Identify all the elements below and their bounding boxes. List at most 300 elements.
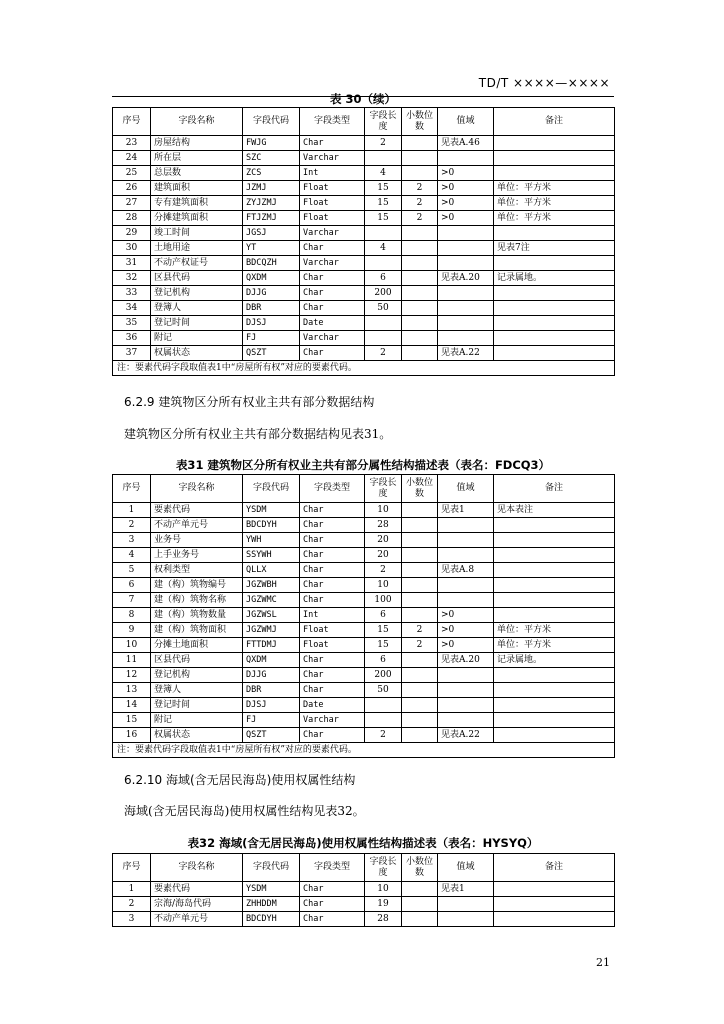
column-header-field-length: 字段长度 — [365, 854, 402, 882]
cell-remark: 单位：平方米 — [494, 181, 615, 196]
cell-field-type: Char — [300, 882, 365, 897]
cell-field-type: Char — [300, 683, 365, 698]
cell-field-type: Int — [300, 166, 365, 181]
cell-field-code: JGZWMJ — [243, 623, 300, 638]
cell-value-domain — [438, 698, 494, 713]
cell-field-length — [365, 316, 402, 331]
cell-remark — [494, 256, 615, 271]
cell-value-domain: >0 — [438, 608, 494, 623]
cell-seq: 26 — [113, 181, 151, 196]
cell-decimals: 2 — [402, 196, 438, 211]
cell-field-name: 宗海/海岛代码 — [151, 897, 243, 912]
cell-remark — [494, 668, 615, 683]
cell-field-name: 专有建筑面积 — [151, 196, 243, 211]
cell-field-name: 不动产单元号 — [151, 518, 243, 533]
table-row — [113, 533, 615, 548]
cell-field-name: 上手业务号 — [151, 548, 243, 563]
cell-field-name: 建（构）筑物名称 — [151, 593, 243, 608]
cell-value-domain: 见表A.8 — [438, 563, 494, 578]
cell-field-name: 建（构）筑物编号 — [151, 578, 243, 593]
cell-remark — [494, 728, 615, 743]
section-text-6-2-9: 建筑物区分所有权业主共有部分数据结构见表31。 — [124, 427, 392, 441]
cell-field-code: JZMJ — [243, 181, 300, 196]
column-header-remark: 备注 — [494, 854, 615, 882]
cell-remark — [494, 563, 615, 578]
cell-field-code: DJJG — [243, 286, 300, 301]
cell-field-type: Char — [300, 668, 365, 683]
cell-decimals — [402, 331, 438, 346]
cell-field-type: Char — [300, 563, 365, 578]
cell-field-code: QSZT — [243, 346, 300, 361]
cell-seq: 5 — [113, 563, 151, 578]
cell-field-length: 2 — [365, 136, 402, 151]
cell-field-length: 15 — [365, 638, 402, 653]
cell-field-type: Char — [300, 241, 365, 256]
table-row — [113, 136, 615, 151]
cell-field-length: 28 — [365, 912, 402, 927]
cell-value-domain — [438, 226, 494, 241]
cell-field-name: 附记 — [151, 331, 243, 346]
cell-remark: 单位：平方米 — [494, 211, 615, 226]
cell-field-name: 土地用途 — [151, 241, 243, 256]
cell-value-domain — [438, 548, 494, 563]
cell-field-name: 业务号 — [151, 533, 243, 548]
cell-field-length: 6 — [365, 608, 402, 623]
cell-field-length: 100 — [365, 593, 402, 608]
cell-decimals — [402, 316, 438, 331]
cell-decimals — [402, 593, 438, 608]
cell-decimals — [402, 503, 438, 518]
cell-decimals — [402, 301, 438, 316]
cell-field-code: JGZWMC — [243, 593, 300, 608]
table30 — [112, 107, 615, 376]
column-header-field-name: 字段名称 — [151, 108, 243, 136]
cell-field-name: 区县代码 — [151, 653, 243, 668]
table-row — [113, 331, 615, 346]
table32-header — [113, 854, 615, 882]
cell-field-type: Char — [300, 518, 365, 533]
cell-field-length — [365, 698, 402, 713]
cell-field-length: 15 — [365, 181, 402, 196]
cell-field-length: 28 — [365, 518, 402, 533]
cell-field-type: Date — [300, 698, 365, 713]
cell-value-domain — [438, 593, 494, 608]
cell-field-code: DJJG — [243, 668, 300, 683]
cell-seq: 2 — [113, 897, 151, 912]
cell-value-domain — [438, 151, 494, 166]
cell-value-domain: 见表A.20 — [438, 653, 494, 668]
table-row — [113, 623, 615, 638]
column-header-decimals: 小数位数 — [402, 854, 438, 882]
table-row — [113, 638, 615, 653]
table-row — [113, 683, 615, 698]
column-header-field-type: 字段类型 — [300, 854, 365, 882]
cell-decimals — [402, 912, 438, 927]
cell-field-length: 10 — [365, 578, 402, 593]
cell-field-length: 15 — [365, 623, 402, 638]
cell-field-type: Char — [300, 346, 365, 361]
table-row — [113, 593, 615, 608]
cell-decimals — [402, 668, 438, 683]
cell-value-domain — [438, 316, 494, 331]
cell-field-length: 15 — [365, 211, 402, 226]
cell-decimals — [402, 728, 438, 743]
cell-remark — [494, 316, 615, 331]
cell-field-type: Char — [300, 578, 365, 593]
cell-seq: 28 — [113, 211, 151, 226]
cell-field-type: Float — [300, 181, 365, 196]
cell-field-type: Char — [300, 301, 365, 316]
cell-field-type: Char — [300, 593, 365, 608]
table-row — [113, 211, 615, 226]
cell-remark — [494, 151, 615, 166]
table-row — [113, 241, 615, 256]
column-header-field-type: 字段类型 — [300, 108, 365, 136]
cell-decimals — [402, 683, 438, 698]
cell-field-code: ZCS — [243, 166, 300, 181]
column-header-remark: 备注 — [494, 475, 615, 503]
cell-value-domain — [438, 912, 494, 927]
cell-field-length: 2 — [365, 728, 402, 743]
table-row — [113, 196, 615, 211]
cell-seq: 29 — [113, 226, 151, 241]
column-header-field-name: 字段名称 — [151, 854, 243, 882]
cell-field-code: FTTDMJ — [243, 638, 300, 653]
cell-field-length: 20 — [365, 548, 402, 563]
cell-decimals: 2 — [402, 623, 438, 638]
cell-field-code: FWJG — [243, 136, 300, 151]
cell-decimals — [402, 533, 438, 548]
cell-field-type: Varchar — [300, 226, 365, 241]
cell-remark: 记录属地。 — [494, 653, 615, 668]
column-header-field-type: 字段类型 — [300, 475, 365, 503]
cell-seq: 33 — [113, 286, 151, 301]
table-row — [113, 286, 615, 301]
cell-field-code: FJ — [243, 713, 300, 728]
cell-value-domain: >0 — [438, 166, 494, 181]
cell-remark — [494, 608, 615, 623]
cell-remark — [494, 331, 615, 346]
cell-field-name: 分摊土地面积 — [151, 638, 243, 653]
cell-seq: 1 — [113, 503, 151, 518]
cell-decimals — [402, 241, 438, 256]
cell-remark — [494, 346, 615, 361]
cell-field-length: 50 — [365, 683, 402, 698]
cell-field-code: BDCDYH — [243, 912, 300, 927]
column-header-field-name: 字段名称 — [151, 475, 243, 503]
table-row — [113, 653, 615, 668]
cell-seq: 3 — [113, 533, 151, 548]
table-row — [113, 181, 615, 196]
cell-seq: 37 — [113, 346, 151, 361]
section-text-6-2-10: 海域(含无居民海岛)使用权属性结构见表32。 — [124, 804, 365, 818]
table-note: 注：要素代码字段取值表1中“房屋所有权”对应的要素代码。 — [113, 361, 615, 376]
cell-seq: 25 — [113, 166, 151, 181]
cell-field-length — [365, 256, 402, 271]
cell-field-length: 10 — [365, 503, 402, 518]
cell-remark — [494, 683, 615, 698]
cell-field-code: SZC — [243, 151, 300, 166]
section-heading-6-2-10: 6.2.10 海域(含无居民海岛)使用权属性结构 — [124, 773, 356, 787]
table-row — [113, 151, 615, 166]
cell-remark — [494, 548, 615, 563]
table-note-row — [113, 743, 615, 758]
cell-field-code: DJSJ — [243, 316, 300, 331]
cell-decimals — [402, 346, 438, 361]
cell-value-domain: >0 — [438, 211, 494, 226]
cell-field-length: 6 — [365, 653, 402, 668]
cell-field-name: 附记 — [151, 713, 243, 728]
cell-field-type: Char — [300, 136, 365, 151]
standard-code: TD/T ××××—×××× — [478, 76, 610, 90]
cell-field-type: Char — [300, 897, 365, 912]
cell-field-length: 50 — [365, 301, 402, 316]
cell-field-code: JGZWBH — [243, 578, 300, 593]
cell-field-name: 所在层 — [151, 151, 243, 166]
table-note: 注：要素代码字段取值表1中“房屋所有权”对应的要素代码。 — [113, 743, 615, 758]
cell-remark — [494, 301, 615, 316]
column-header-field-length: 字段长度 — [365, 108, 402, 136]
table-header-row — [113, 108, 615, 136]
cell-field-name: 登簿人 — [151, 683, 243, 698]
section-heading-6-2-9: 6.2.9 建筑物区分所有权业主共有部分数据结构 — [124, 395, 375, 409]
cell-field-type: Int — [300, 608, 365, 623]
cell-field-name: 登记时间 — [151, 698, 243, 713]
cell-field-name: 不动产单元号 — [151, 912, 243, 927]
column-header-field-length: 字段长度 — [365, 475, 402, 503]
cell-field-code: FJ — [243, 331, 300, 346]
cell-field-type: Char — [300, 728, 365, 743]
cell-seq: 10 — [113, 638, 151, 653]
cell-field-length: 200 — [365, 668, 402, 683]
cell-field-type: Char — [300, 653, 365, 668]
cell-field-length: 6 — [365, 271, 402, 286]
table-row — [113, 897, 615, 912]
cell-field-type: Char — [300, 548, 365, 563]
cell-field-code: YT — [243, 241, 300, 256]
cell-value-domain: 见表1 — [438, 882, 494, 897]
column-header-value-domain: 值域 — [438, 854, 494, 882]
cell-field-name: 区县代码 — [151, 271, 243, 286]
column-header-field-code: 字段代码 — [243, 854, 300, 882]
cell-field-type: Varchar — [300, 256, 365, 271]
column-header-seq: 序号 — [113, 475, 151, 503]
cell-value-domain: >0 — [438, 638, 494, 653]
cell-remark — [494, 286, 615, 301]
cell-field-length — [365, 151, 402, 166]
cell-decimals — [402, 166, 438, 181]
cell-seq: 31 — [113, 256, 151, 271]
cell-decimals — [402, 653, 438, 668]
cell-field-name: 权属状态 — [151, 346, 243, 361]
cell-field-name: 登记机构 — [151, 286, 243, 301]
table-row — [113, 518, 615, 533]
table31-caption: 表31 建筑物区分所有权业主共有部分属性结构描述表（表名：FDCQ3） — [175, 458, 551, 472]
cell-seq: 16 — [113, 728, 151, 743]
cell-decimals — [402, 286, 438, 301]
table-row — [113, 301, 615, 316]
cell-decimals — [402, 563, 438, 578]
cell-field-type: Varchar — [300, 713, 365, 728]
cell-decimals — [402, 698, 438, 713]
table-row — [113, 668, 615, 683]
cell-value-domain: 见表A.46 — [438, 136, 494, 151]
cell-seq: 9 — [113, 623, 151, 638]
column-header-decimals: 小数位数 — [402, 108, 438, 136]
cell-decimals — [402, 578, 438, 593]
cell-decimals — [402, 608, 438, 623]
cell-field-type: Float — [300, 196, 365, 211]
cell-field-code: FTJZMJ — [243, 211, 300, 226]
cell-decimals — [402, 151, 438, 166]
cell-remark: 记录属地。 — [494, 271, 615, 286]
cell-decimals: 2 — [402, 211, 438, 226]
table-row — [113, 882, 615, 897]
cell-field-code: ZHHDDM — [243, 897, 300, 912]
cell-field-length: 10 — [365, 882, 402, 897]
cell-decimals — [402, 548, 438, 563]
cell-field-code: QLLX — [243, 563, 300, 578]
cell-remark — [494, 226, 615, 241]
table-row — [113, 316, 615, 331]
cell-value-domain — [438, 668, 494, 683]
cell-remark — [494, 882, 615, 897]
table30-body — [113, 136, 615, 376]
cell-decimals — [402, 136, 438, 151]
cell-field-name: 登簿人 — [151, 301, 243, 316]
cell-decimals: 2 — [402, 181, 438, 196]
cell-field-name: 总层数 — [151, 166, 243, 181]
cell-field-name: 建筑面积 — [151, 181, 243, 196]
cell-decimals — [402, 713, 438, 728]
column-header-decimals: 小数位数 — [402, 475, 438, 503]
cell-remark — [494, 166, 615, 181]
cell-seq: 8 — [113, 608, 151, 623]
cell-field-code: YSDM — [243, 882, 300, 897]
cell-value-domain: 见表A.22 — [438, 346, 494, 361]
cell-value-domain: >0 — [438, 196, 494, 211]
cell-remark — [494, 897, 615, 912]
cell-value-domain — [438, 683, 494, 698]
table-header-row — [113, 475, 615, 503]
cell-field-code: BDCQZH — [243, 256, 300, 271]
cell-field-code: YSDM — [243, 503, 300, 518]
table-row — [113, 578, 615, 593]
table-header-row — [113, 854, 615, 882]
cell-remark: 见本表注 — [494, 503, 615, 518]
cell-remark — [494, 713, 615, 728]
table-note-row — [113, 361, 615, 376]
cell-field-type: Varchar — [300, 331, 365, 346]
table30-caption: 表 30（续） — [329, 92, 396, 106]
cell-remark: 单位：平方米 — [494, 196, 615, 211]
cell-field-code: JGSJ — [243, 226, 300, 241]
cell-seq: 15 — [113, 713, 151, 728]
cell-field-type: Char — [300, 286, 365, 301]
cell-field-length: 20 — [365, 533, 402, 548]
cell-seq: 27 — [113, 196, 151, 211]
cell-decimals — [402, 518, 438, 533]
cell-remark — [494, 518, 615, 533]
cell-seq: 30 — [113, 241, 151, 256]
cell-remark: 单位：平方米 — [494, 623, 615, 638]
cell-field-code: YWH — [243, 533, 300, 548]
cell-seq: 32 — [113, 271, 151, 286]
cell-field-name: 分摊建筑面积 — [151, 211, 243, 226]
cell-field-name: 要素代码 — [151, 503, 243, 518]
cell-field-code: DBR — [243, 301, 300, 316]
cell-remark — [494, 533, 615, 548]
cell-seq: 24 — [113, 151, 151, 166]
cell-remark: 单位：平方米 — [494, 638, 615, 653]
cell-field-type: Float — [300, 211, 365, 226]
cell-decimals — [402, 271, 438, 286]
cell-field-name: 权属状态 — [151, 728, 243, 743]
cell-seq: 35 — [113, 316, 151, 331]
cell-field-type: Date — [300, 316, 365, 331]
cell-seq: 11 — [113, 653, 151, 668]
table-row — [113, 698, 615, 713]
cell-field-code: BDCDYH — [243, 518, 300, 533]
cell-seq: 3 — [113, 912, 151, 927]
cell-field-type: Float — [300, 638, 365, 653]
table-row — [113, 608, 615, 623]
cell-field-name: 建（构）筑物数量 — [151, 608, 243, 623]
cell-field-length: 2 — [365, 346, 402, 361]
cell-field-code: QXDM — [243, 653, 300, 668]
table-row — [113, 713, 615, 728]
table32-caption: 表32 海域(含无居民海岛)使用权属性结构描述表（表名：HYSYQ） — [187, 836, 539, 850]
cell-field-code: DJSJ — [243, 698, 300, 713]
cell-field-length: 4 — [365, 166, 402, 181]
column-header-field-code: 字段代码 — [243, 108, 300, 136]
table-row — [113, 728, 615, 743]
table31 — [112, 474, 615, 758]
cell-seq: 34 — [113, 301, 151, 316]
cell-value-domain — [438, 301, 494, 316]
cell-remark — [494, 593, 615, 608]
column-header-remark: 备注 — [494, 108, 615, 136]
cell-decimals — [402, 256, 438, 271]
cell-field-length — [365, 331, 402, 346]
column-header-seq: 序号 — [113, 854, 151, 882]
cell-field-length: 15 — [365, 196, 402, 211]
cell-value-domain — [438, 578, 494, 593]
cell-field-code: JGZWSL — [243, 608, 300, 623]
cell-value-domain: 见表A.22 — [438, 728, 494, 743]
page-number: 21 — [596, 956, 610, 969]
cell-seq: 13 — [113, 683, 151, 698]
cell-field-type: Varchar — [300, 151, 365, 166]
cell-value-domain — [438, 897, 494, 912]
column-header-value-domain: 值域 — [438, 108, 494, 136]
cell-field-length — [365, 713, 402, 728]
cell-field-name: 不动产权证号 — [151, 256, 243, 271]
cell-decimals — [402, 897, 438, 912]
cell-seq: 14 — [113, 698, 151, 713]
cell-decimals — [402, 226, 438, 241]
table30-header — [113, 108, 615, 136]
table-row — [113, 548, 615, 563]
cell-seq: 36 — [113, 331, 151, 346]
column-header-seq: 序号 — [113, 108, 151, 136]
cell-field-length: 19 — [365, 897, 402, 912]
cell-field-type: Char — [300, 912, 365, 927]
cell-remark: 见表7注 — [494, 241, 615, 256]
cell-field-code: QXDM — [243, 271, 300, 286]
cell-field-length — [365, 226, 402, 241]
cell-seq: 1 — [113, 882, 151, 897]
